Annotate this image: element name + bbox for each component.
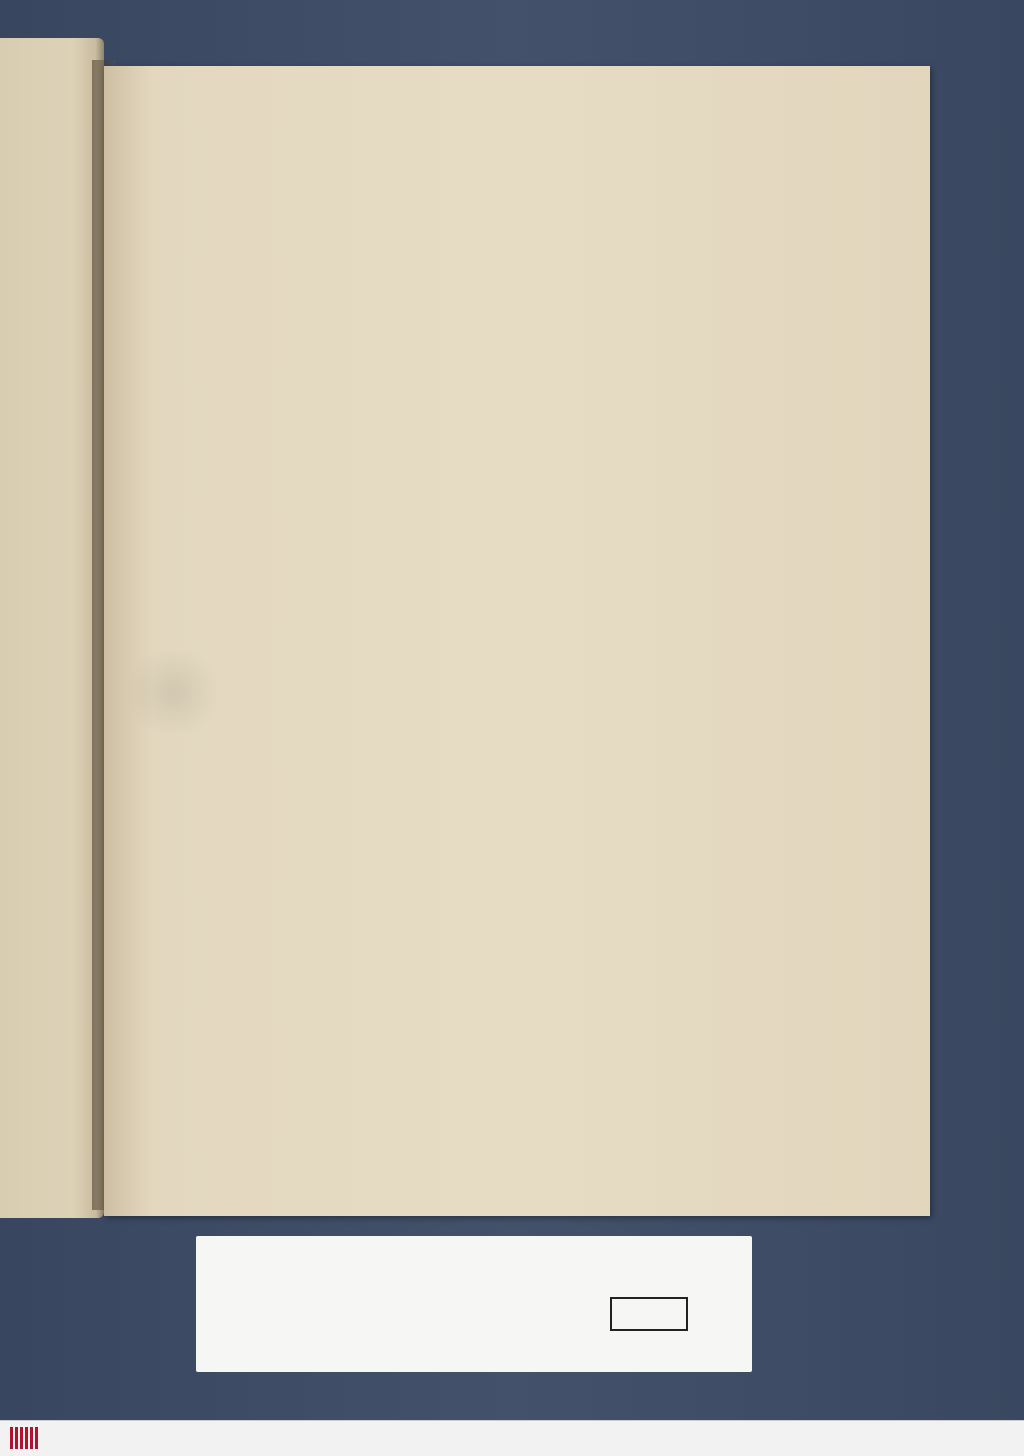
measurement-ruler	[238, 1290, 490, 1330]
gray-scale-patches	[610, 1297, 688, 1331]
footer-bar	[0, 1420, 1024, 1456]
left-page	[0, 38, 104, 1218]
hab-logo-icon	[10, 1427, 40, 1449]
right-page	[104, 66, 930, 1216]
drop-cap	[120, 652, 216, 732]
